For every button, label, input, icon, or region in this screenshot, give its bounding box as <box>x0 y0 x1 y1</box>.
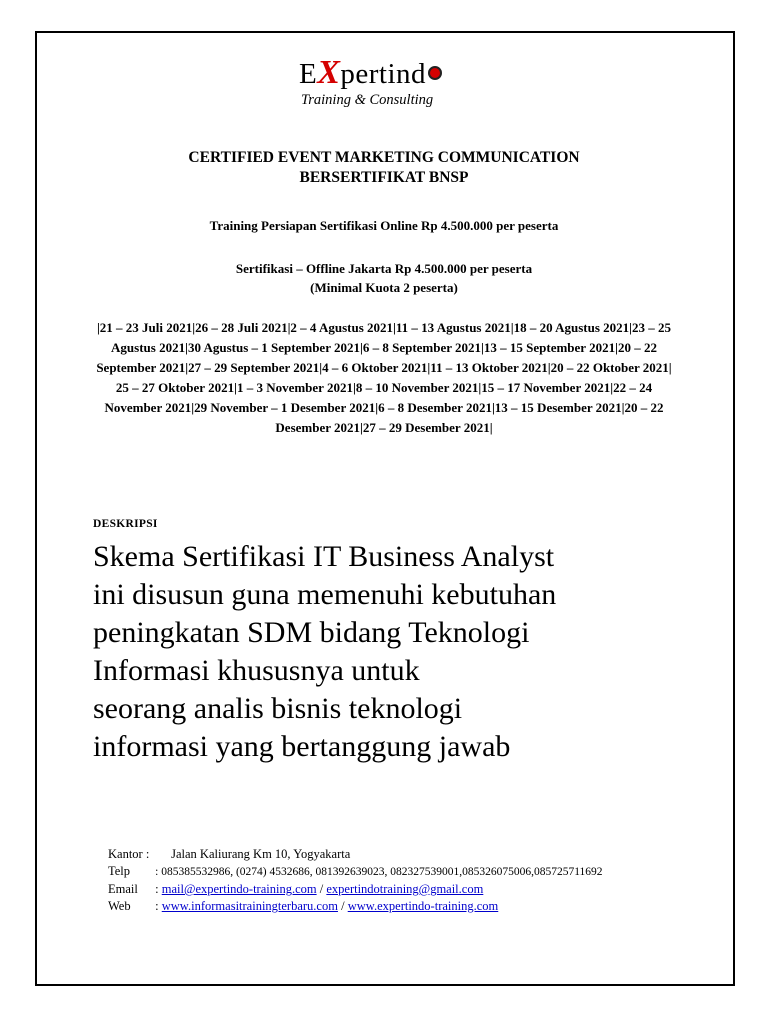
web-link-1[interactable]: www.informasitrainingterbaru.com <box>161 899 338 913</box>
logo-wordmark: EXpertind <box>299 58 442 89</box>
description-line: Skema Sertifikasi IT Business Analyst <box>93 540 555 573</box>
title-line-1: CERTIFIED EVENT MARKETING COMMUNICATION <box>188 149 580 166</box>
offline-info <box>60 259 708 297</box>
contact-info <box>108 846 603 915</box>
expertindo-logo <box>279 44 475 118</box>
contact-kantor <box>108 846 603 863</box>
kantor-label: Kantor : <box>108 847 150 861</box>
telp-label: Telp <box>108 864 131 878</box>
email-link-2[interactable]: expertindotraining@gmail.com <box>326 882 484 896</box>
logo-dot-icon <box>428 66 442 80</box>
email-slash: / <box>319 882 324 896</box>
training-price: Training Persiapan Sertifikasi Online Rp 4.500.000 per peserta <box>209 218 559 233</box>
description-line: informasi yang bertanggung jawab <box>93 730 511 763</box>
deskripsi-label: DESKRIPSI <box>93 518 158 530</box>
description-line: peningkatan SDM bidang Teknologi <box>93 616 530 649</box>
web-label: Web <box>108 899 131 913</box>
kantor-address: Jalan Kaliurang Km 10, Yogyakarta <box>171 847 351 861</box>
description-line: seorang analis bisnis teknologi <box>93 692 463 725</box>
web-separator: : <box>155 899 159 913</box>
title-line-2: BERSERTIFIKAT BNSP <box>299 169 469 186</box>
minimum-quota: (Minimal Kuota 2 peserta) <box>310 280 458 295</box>
web-slash: / <box>341 899 345 913</box>
email-separator: : <box>155 882 159 896</box>
offline-price: Sertifikasi – Offline Jakarta Rp 4.500.000 per peserta <box>235 261 533 276</box>
contact-web <box>108 898 603 915</box>
description-line: ini disusun guna memenuhi kebutuhan <box>93 578 557 611</box>
page-title <box>60 148 708 188</box>
schedule-dates: |21 – 23 Juli 2021|26 – 28 Juli 2021|2 – 4 Agustus 2021|11 – 13 Agustus 2021|18 – 20 Agustus 2021|23 – 25 Agustus 2021|30 Agustus – 1 September 2021|6 – 8 September 2021|13 – 15 September 2021|20 – 22 September 2021|27 – 29 September 2021|4 – 6 Oktober 2021|11 – 13 Oktober 2021|20 – 22 Oktober 2021| 25 – 27 Oktober 2021|1 – 3 November 2021|8 – 10 November 2021|15 – 17 November 2021|22 – 24 November 2021|29 November – 1 Desember 2021|6 – 8 Desember 2021|13 – 15 Desember 2021|20 – 22 Desember 2021|27 – 29 Desember 2021| <box>96 320 672 435</box>
logo-tagline: Training & Consulting <box>301 92 434 108</box>
description-line: Informasi khususnya untuk <box>93 654 420 687</box>
description <box>93 538 673 766</box>
contact-telp <box>108 863 603 881</box>
telp-numbers: : 085385532986, (0274) 4532686, 081392639023, 082327539001,085326075006,085725711692 <box>155 866 603 878</box>
web-link-2[interactable]: www.expertindo-training.com <box>347 899 499 913</box>
contact-email <box>108 881 603 898</box>
email-label: Email <box>108 882 138 896</box>
email-link-1[interactable]: mail@expertindo-training.com <box>161 882 317 896</box>
